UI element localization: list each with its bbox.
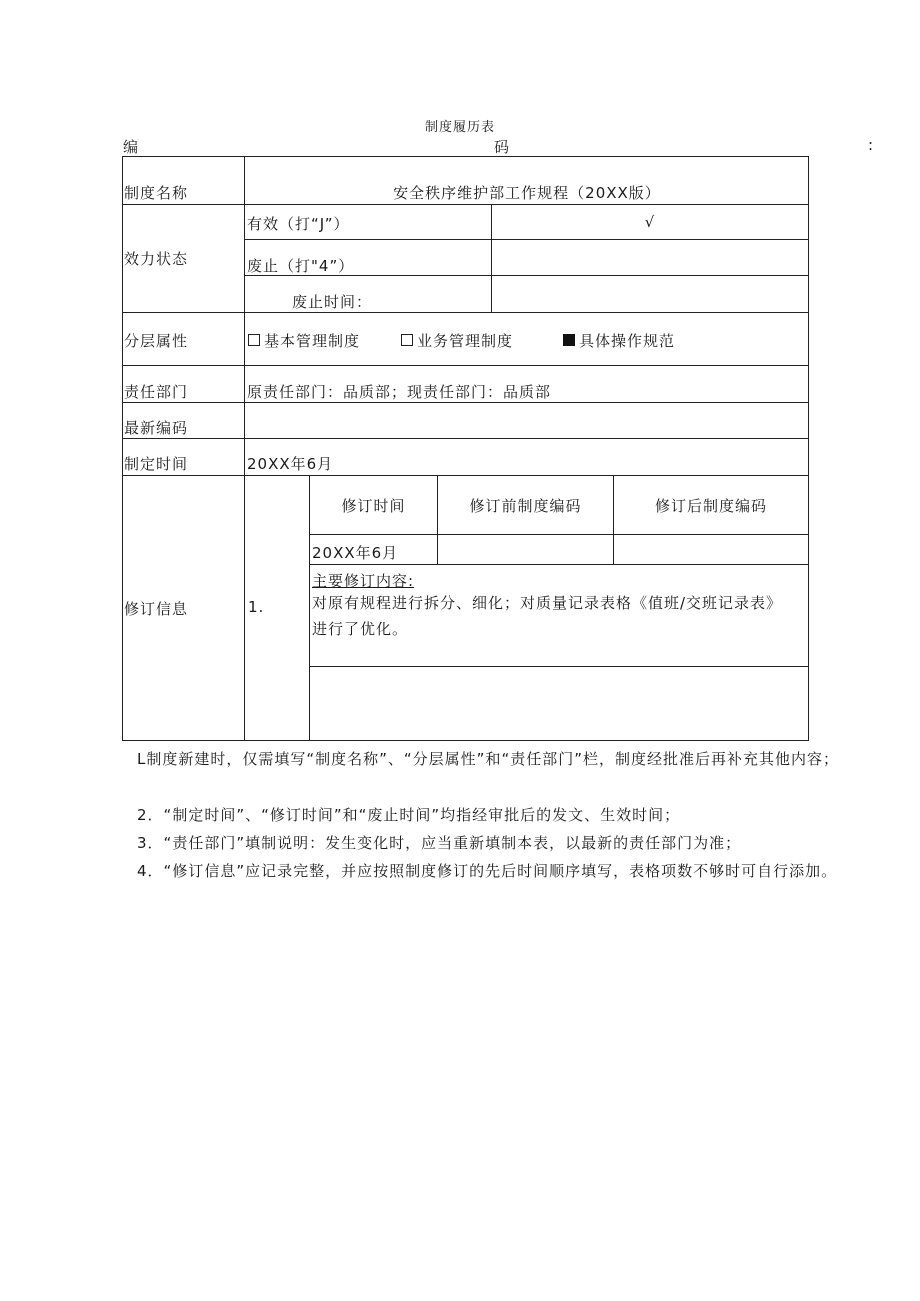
- checkbox-empty-icon: [401, 334, 413, 346]
- layer-option-basic: [248, 330, 360, 351]
- note-1: L制度新建时，仅需填写“制度名称”、“分层属性”和“责任部门”栏，制度经批准后再补充其他内容；: [137, 750, 839, 768]
- revision-header-after: 修订后制度编码: [654, 497, 767, 515]
- status-valid-label: 有效（打“J”）: [247, 215, 350, 233]
- revision-time: 20XX年6月: [312, 544, 399, 562]
- made-time-label: 制定时间: [124, 455, 189, 473]
- note-3: 3．“责任部门”填制说明：发生变化时，应当重新填制本表，以最新的责任部门为准；: [137, 834, 742, 852]
- revision-content-text: 对原有规程进行拆分、细化；对质量记录表格《值班/交班记录表》进行了优化。: [312, 594, 783, 638]
- note-2: 2．“制定时间”、“修订时间”和“废止时间”均指经审批后的发文、生效时间；: [137, 806, 681, 824]
- status-void-time-label: 废止时间：: [292, 293, 373, 311]
- layer-option-label: 基本管理制度: [264, 332, 361, 350]
- status-void-label: 废止（打"4”）: [247, 257, 355, 275]
- code-label-left: 编: [123, 138, 139, 156]
- layer-option-business: [401, 330, 513, 351]
- revision-header-time: 修订时间: [341, 497, 406, 515]
- made-time-value: 20XX年6月: [247, 455, 334, 473]
- status-label: 效力状态: [124, 250, 189, 268]
- code-label-right: 码: [494, 138, 510, 156]
- revision-header-before: 修订前制度编码: [469, 497, 582, 515]
- note-4: 4．“修订信息”应记录完整，并应按照制度修订的先后时间顺序填写，表格项数不够时可自行添加。: [137, 862, 838, 880]
- layer-option-label: 具体操作规范: [579, 332, 676, 350]
- dept-value: 原责任部门：品质部；现责任部门：品质部: [247, 383, 552, 401]
- layer-label: 分层属性: [124, 332, 189, 350]
- latest-code-label: 最新编码: [124, 419, 189, 437]
- revision-content-label: 主要修订内容:: [312, 572, 415, 590]
- status-valid-mark: √: [644, 213, 656, 231]
- revision-label: 修订信息: [124, 600, 189, 618]
- layer-option-operation: [563, 330, 675, 351]
- checkbox-filled-icon: [563, 334, 575, 346]
- name-value: 安全秩序维护部工作规程（20XX版）: [393, 184, 661, 202]
- code-colon: :: [868, 136, 874, 154]
- checkbox-empty-icon: [248, 334, 260, 346]
- dept-label: 责任部门: [124, 383, 189, 401]
- name-label: 制度名称: [124, 184, 189, 202]
- layer-option-label: 业务管理制度: [417, 332, 514, 350]
- revision-index: 1.: [248, 598, 265, 616]
- page-title: 制度履历表: [424, 120, 495, 135]
